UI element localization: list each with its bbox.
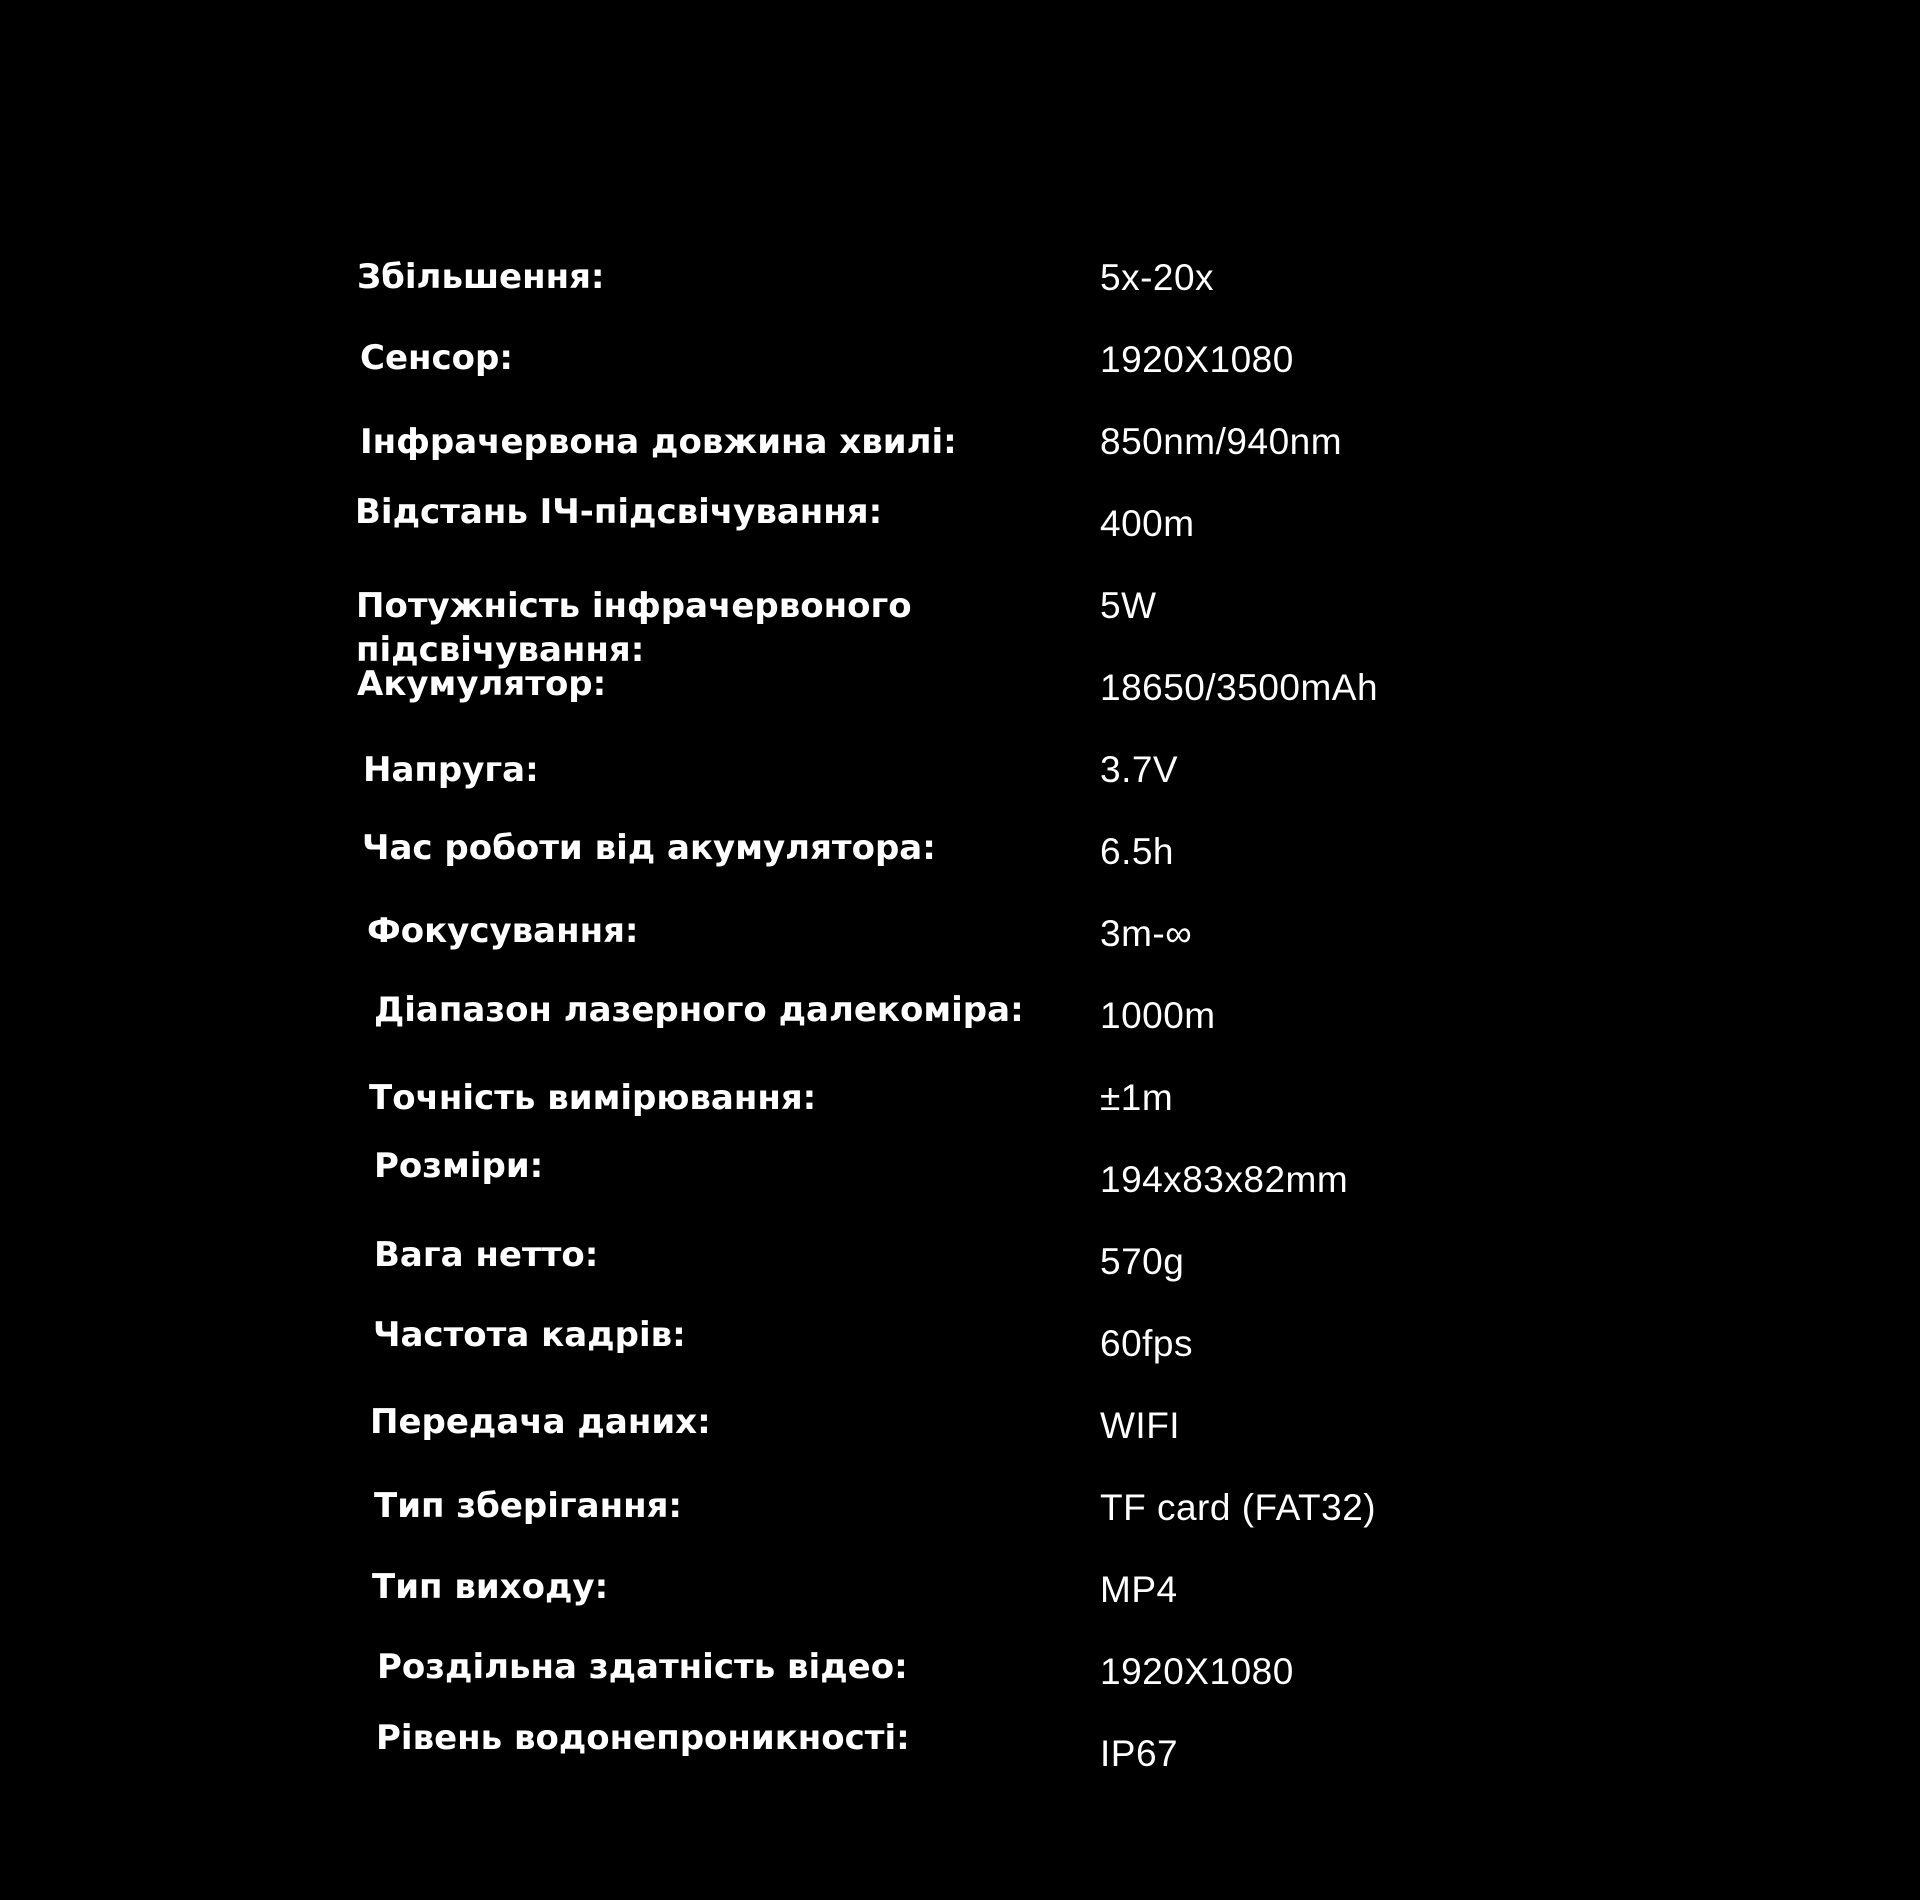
spec-label-voltage: Напруга: bbox=[363, 750, 539, 790]
spec-value-magnification: 5x-20x bbox=[1100, 257, 1215, 298]
spec-value-frame-rate: 60fps bbox=[1100, 1323, 1194, 1364]
spec-label-magnification: Збільшення: bbox=[357, 257, 605, 297]
spec-value-rangefinder-range: 1000m bbox=[1100, 995, 1216, 1036]
spec-value-video-resolution: 1920X1080 bbox=[1100, 1651, 1294, 1692]
spec-label-accuracy: Точність вимірювання: bbox=[369, 1078, 817, 1118]
spec-value-output-type: MP4 bbox=[1100, 1569, 1178, 1610]
spec-label-video-resolution: Роздільна здатність відео: bbox=[377, 1647, 908, 1687]
spec-label-waterproof-level: Рівень водонепроникності: bbox=[376, 1718, 910, 1758]
spec-value-dimensions: 194x83x82mm bbox=[1100, 1159, 1349, 1200]
spec-label-frame-rate: Частота кадрів: bbox=[373, 1315, 686, 1355]
spec-value-focusing: 3m-∞ bbox=[1100, 913, 1193, 954]
spec-value-net-weight: 570g bbox=[1100, 1241, 1185, 1282]
spec-label-ir-power: Потужність інфрачервоного підсвічування: bbox=[356, 586, 912, 670]
spec-label-net-weight: Вага нетто: bbox=[374, 1235, 599, 1275]
spec-value-accuracy: ±1m bbox=[1100, 1077, 1174, 1118]
spec-value-voltage: 3.7V bbox=[1100, 749, 1179, 790]
spec-label-rangefinder-range: Діапазон лазерного далекоміра: bbox=[374, 990, 1024, 1030]
spec-label-battery-life: Час роботи від акумулятора: bbox=[362, 828, 936, 868]
spec-value-waterproof-level: IP67 bbox=[1100, 1733, 1179, 1774]
spec-value-ir-distance: 400m bbox=[1100, 503, 1195, 544]
spec-value-ir-power: 5W bbox=[1100, 585, 1157, 626]
spec-label-focusing: Фокусування: bbox=[367, 911, 639, 951]
spec-value-storage-type: TF card (FAT32) bbox=[1100, 1487, 1377, 1528]
spec-label-dimensions: Розміри: bbox=[374, 1146, 544, 1186]
spec-value-data-transfer: WIFI bbox=[1100, 1405, 1181, 1446]
spec-value-ir-wavelength: 850nm/940nm bbox=[1100, 421, 1343, 462]
spec-value-battery: 18650/3500mAh bbox=[1100, 667, 1379, 708]
spec-label-data-transfer: Передача даних: bbox=[370, 1402, 711, 1442]
spec-label-output-type: Тип виходу: bbox=[372, 1567, 609, 1607]
spec-label-sensor: Сенсор: bbox=[360, 338, 513, 378]
spec-value-battery-life: 6.5h bbox=[1100, 831, 1175, 872]
spec-label-ir-distance: Відстань ІЧ-підсвічування: bbox=[355, 492, 883, 532]
spec-label-storage-type: Тип зберігання: bbox=[374, 1486, 683, 1526]
spec-label-battery: Акумулятор: bbox=[357, 664, 607, 704]
spec-value-sensor: 1920X1080 bbox=[1100, 339, 1294, 380]
spec-label-ir-wavelength: Інфрачервона довжина хвилі: bbox=[360, 422, 957, 462]
